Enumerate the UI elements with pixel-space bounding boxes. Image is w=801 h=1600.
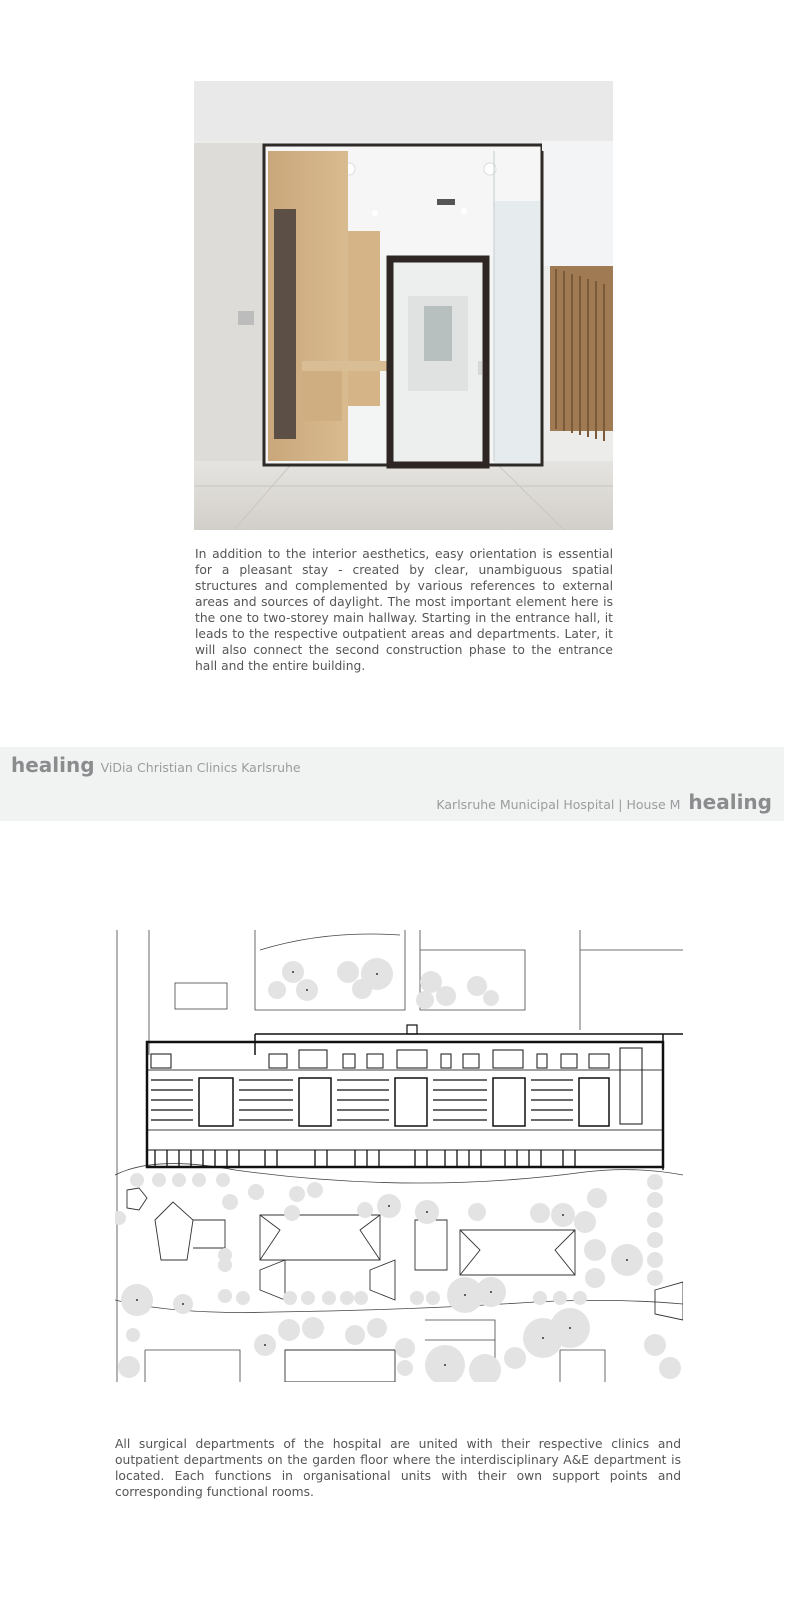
body-paragraph-1: In addition to the interior aesthetics, easy orientation is essential for a pleasant stay - created by clear, unambiguous spatial structures and complemented by various references to external areas and sources of daylight. The most important element here is the one to two-storey main hallway. Starting in the entrance hall, it leads to the respective outpatient areas and departments. Later, it will also connect the second construction phase to the entrance hall and the entire building. <box>195 547 613 673</box>
body-paragraph-2: All surgical departments of the hospital are united with their respective clinics and outpatient departments on the garden floor where the interdisciplinary A&E department is located. Each functions in organisational units with their own support points and corresponding functional rooms. <box>115 1437 681 1499</box>
section-header-band <box>0 747 784 821</box>
clinic-subtitle: ViDia Christian Clinics Karlsruhe <box>100 760 301 775</box>
hospital-corridor-photo <box>194 81 613 530</box>
healing-keyword-left: healing <box>11 753 95 777</box>
healing-keyword-right: healing <box>688 790 772 814</box>
header-right <box>436 790 772 814</box>
hospital-subtitle: Karlsruhe Municipal Hospital | House M <box>436 797 681 812</box>
header-left <box>11 753 301 777</box>
garden-floor-plan <box>115 930 683 1382</box>
